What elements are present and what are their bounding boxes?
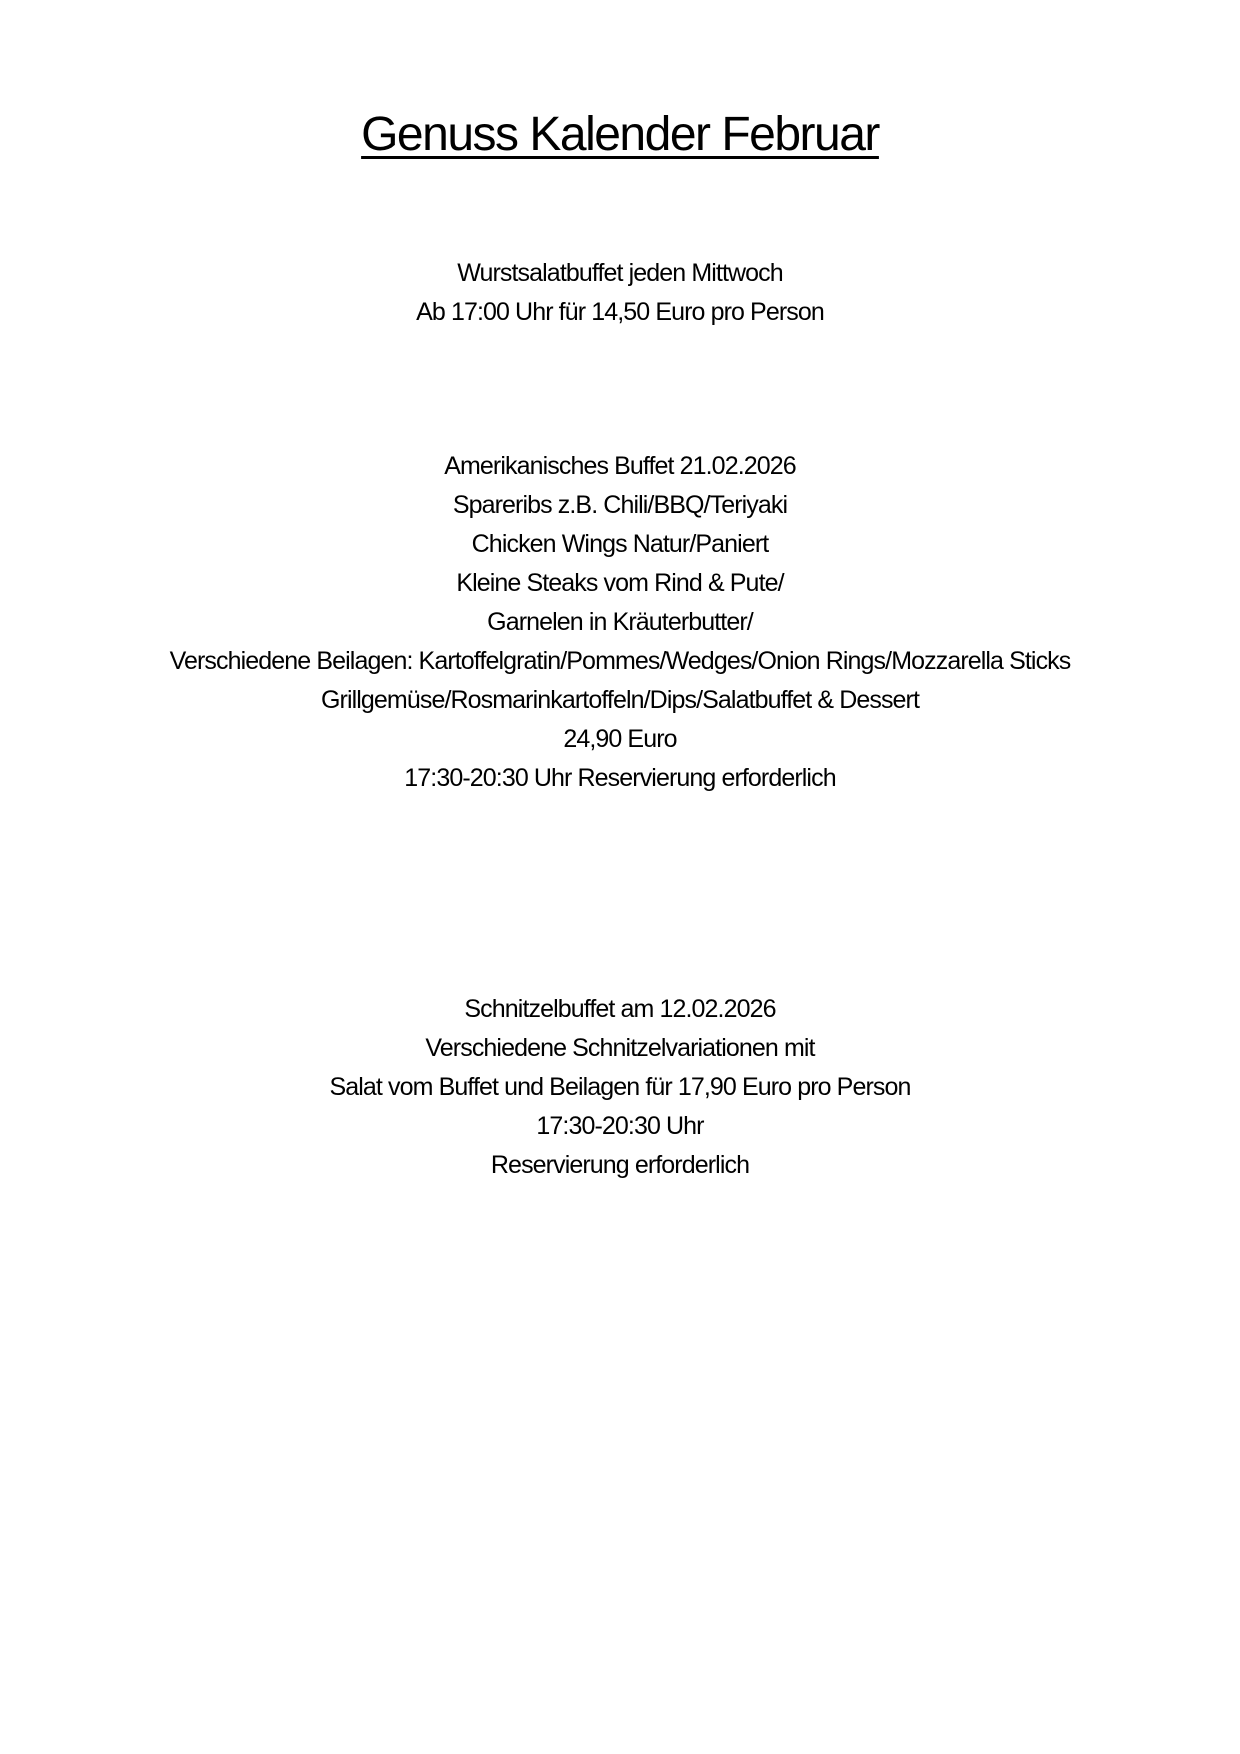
- amerikanisch-sides: Verschiedene Beilagen: Kartoffelgratin/Pommes/Wedges/Onion Rings/Mozzarella Sticks: [169, 647, 1071, 675]
- amerikanisch-item: Spareribs z.B. Chili/BBQ/Teriyaki: [452, 491, 788, 519]
- amerikanisch-heading: Amerikanisches Buffet 21.02.2026: [444, 452, 796, 480]
- wurstsalat-section: [0, 254, 1240, 332]
- schnitzel-time: 17:30-20:30 Uhr: [536, 1112, 704, 1140]
- schnitzel-section: [0, 990, 1240, 1185]
- amerikanisch-item: Chicken Wings Natur/Paniert: [471, 530, 769, 558]
- schnitzel-price: Salat vom Buffet und Beilagen für 17,90 Euro pro Person: [329, 1073, 911, 1101]
- amerikanisch-sides: Grillgemüse/Rosmarinkartoffeln/Dips/Salatbuffet & Dessert: [320, 686, 920, 714]
- amerikanisch-item: Kleine Steaks vom Rind & Pute/: [456, 569, 784, 597]
- schnitzel-item: Verschiedene Schnitzelvariationen mit: [425, 1034, 815, 1062]
- page-title: [0, 100, 1240, 170]
- amerikanisch-price: 24,90 Euro: [563, 725, 677, 753]
- wurstsalat-price: Ab 17:00 Uhr für 14,50 Euro pro Person: [416, 298, 824, 326]
- amerikanisch-item: Garnelen in Kräuterbutter/: [487, 608, 753, 636]
- schnitzel-heading: Schnitzelbuffet am 12.02.2026: [464, 995, 776, 1023]
- wurstsalat-heading: Wurstsalatbuffet jeden Mittwoch: [457, 259, 783, 287]
- page-title-text: Genuss Kalender Februar: [361, 108, 879, 161]
- amerikanisch-section: [0, 447, 1240, 798]
- amerikanisch-time: 17:30-20:30 Uhr Reservierung erforderlich: [404, 764, 836, 792]
- schnitzel-reservation: Reservierung erforderlich: [490, 1151, 750, 1179]
